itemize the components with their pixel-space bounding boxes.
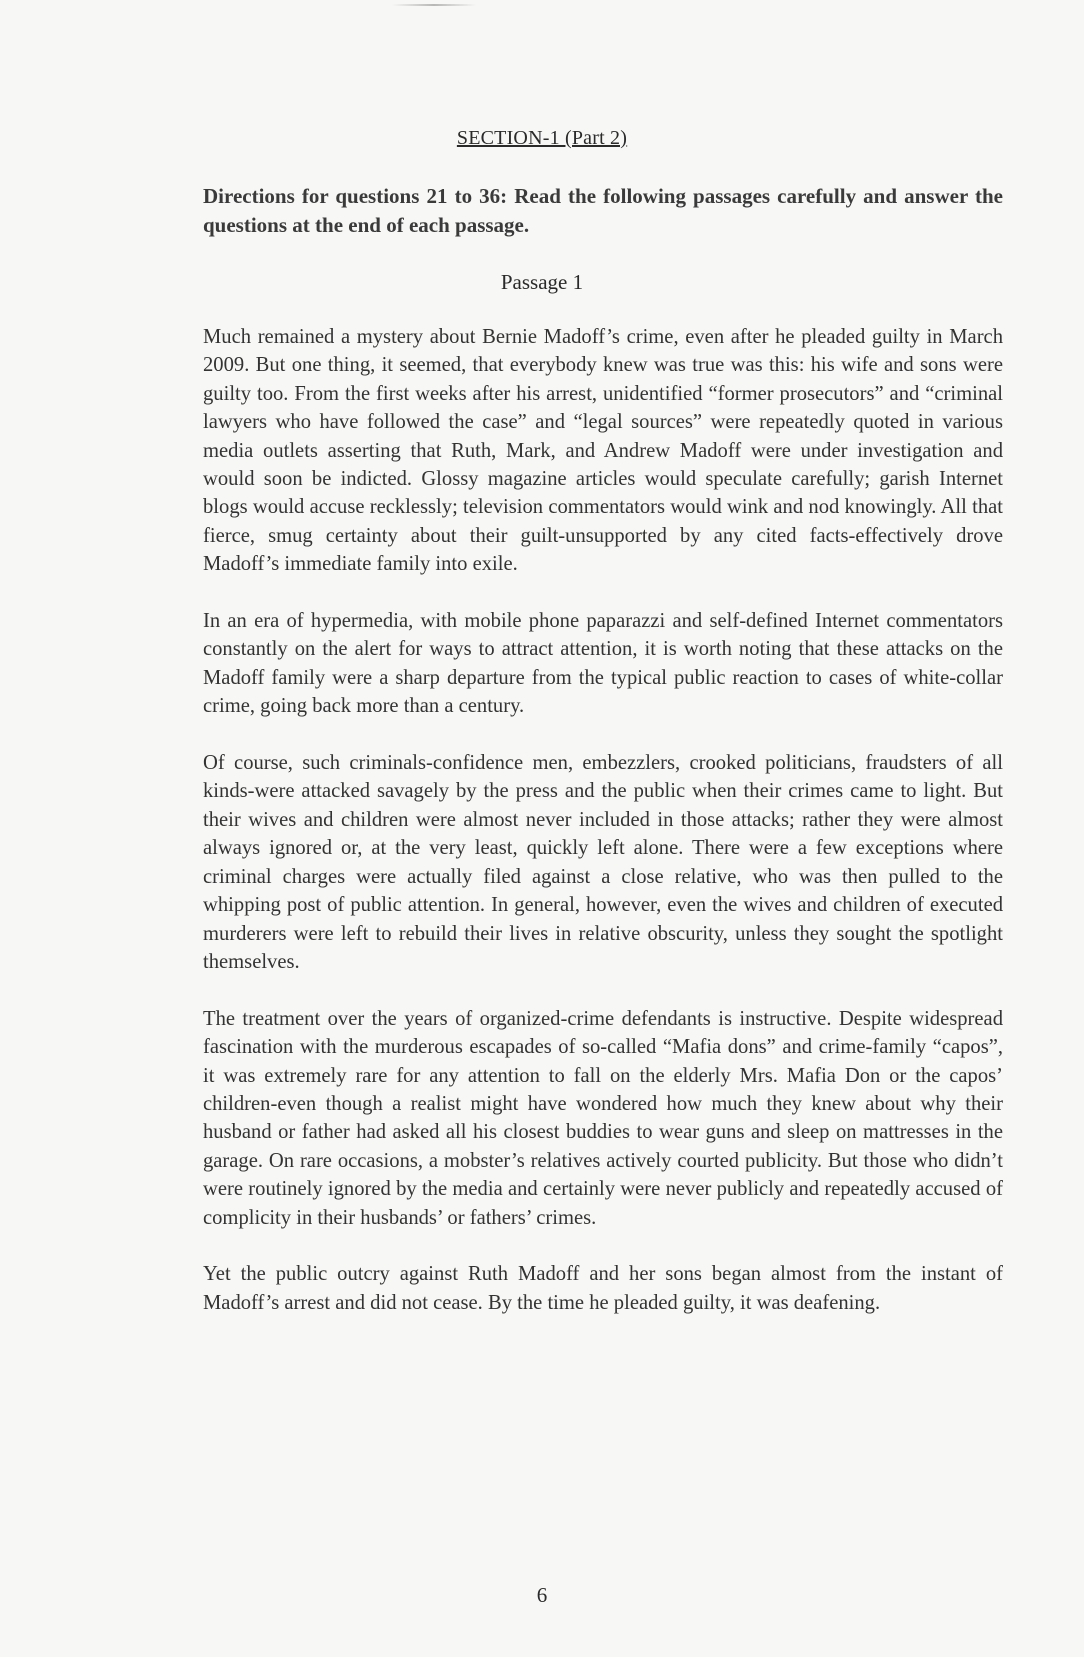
section-heading: SECTION-1 (Part 2) (456, 127, 628, 149)
paragraph-2: In an era of hypermedia, with mobile phone paparazzi and self-defined Internet commentators constantly on the alert for ways to attract attention, it is worth noting that these attacks on the Madoff family were a sharp departure from the typical public reaction to cases of white-collar crime, going back more than a century. (203, 610, 1003, 718)
directions-text: Directions for questions 21 to 36: Read the following passages carefully and answer the questions at the end of each passage. (203, 184, 1003, 237)
passage-body (203, 323, 1003, 1346)
paragraph-5: Yet the public outcry against Ruth Madoff and her sons began almost from the instant of Madoff’s arrest and did not cease. By the time he pleaded guilty, it was deafening. (203, 1263, 1003, 1314)
paragraph-4: The treatment over the years of organized-crime defendants is instructive. Despite widespread fascination with the murderous escapades of so-called “Mafia dons” and crime-family “capos”, it was extremely rare for any attention to fall on the elderly Mrs. Mafia Don or the capos’ children-even though a realist might have wondered how much they knew about why their husband or father had asked all his closest buddies to wear guns and sleep on mattresses in the garage. On rare occasions, a mobster’s relatives actively courted publicity. But those who didn’t were routinely ignored by the media and certainly were never publicly and repeatedly accused of complicity in their husbands’ or fathers’ crimes. (203, 1007, 1003, 1229)
page-number: 6 (536, 1583, 548, 1607)
paragraph-1: Much remained a mystery about Bernie Madoff’s crime, even after he pleaded guilty in March 2009. But one thing, it seemed, that everybody knew was true was this: his wife and sons were guilty too. From the first weeks after his arrest, unidentified “former prosecutors” and “criminal lawyers who have followed the case” and “legal sources” were repeatedly quoted in various media outlets asserting that Ruth, Mark, and Andrew Madoff were under investigation and would soon be indicted. Glossy magazine articles would speculate carefully; garish Internet blogs would accuse recklessly; television commentators would wink and nod knowingly. All that fierce, smug certainty about their guilt-unsupported by any cited facts-effectively drove Madoff’s immediate family into exile. (203, 326, 1003, 576)
scan-artifact (392, 4, 476, 6)
passage-title: Passage 1 (500, 270, 584, 294)
paragraph-3: Of course, such criminals-confidence men, embezzlers, crooked politicians, fraudsters of all kinds-were attacked savagely by the press and the public when their crimes came to light. But their wives and children were almost never included in those attacks; rather they were almost always ignored or, at the very least, quickly left alone. There were a few exceptions where criminal charges were actually filed against a close relative, who was then pulled to the whipping post of public attention. In general, however, even the wives and children of executed murderers were left to rebuild their lives in relative obscurity, unless they sought the spotlight themselves. (203, 752, 1003, 973)
